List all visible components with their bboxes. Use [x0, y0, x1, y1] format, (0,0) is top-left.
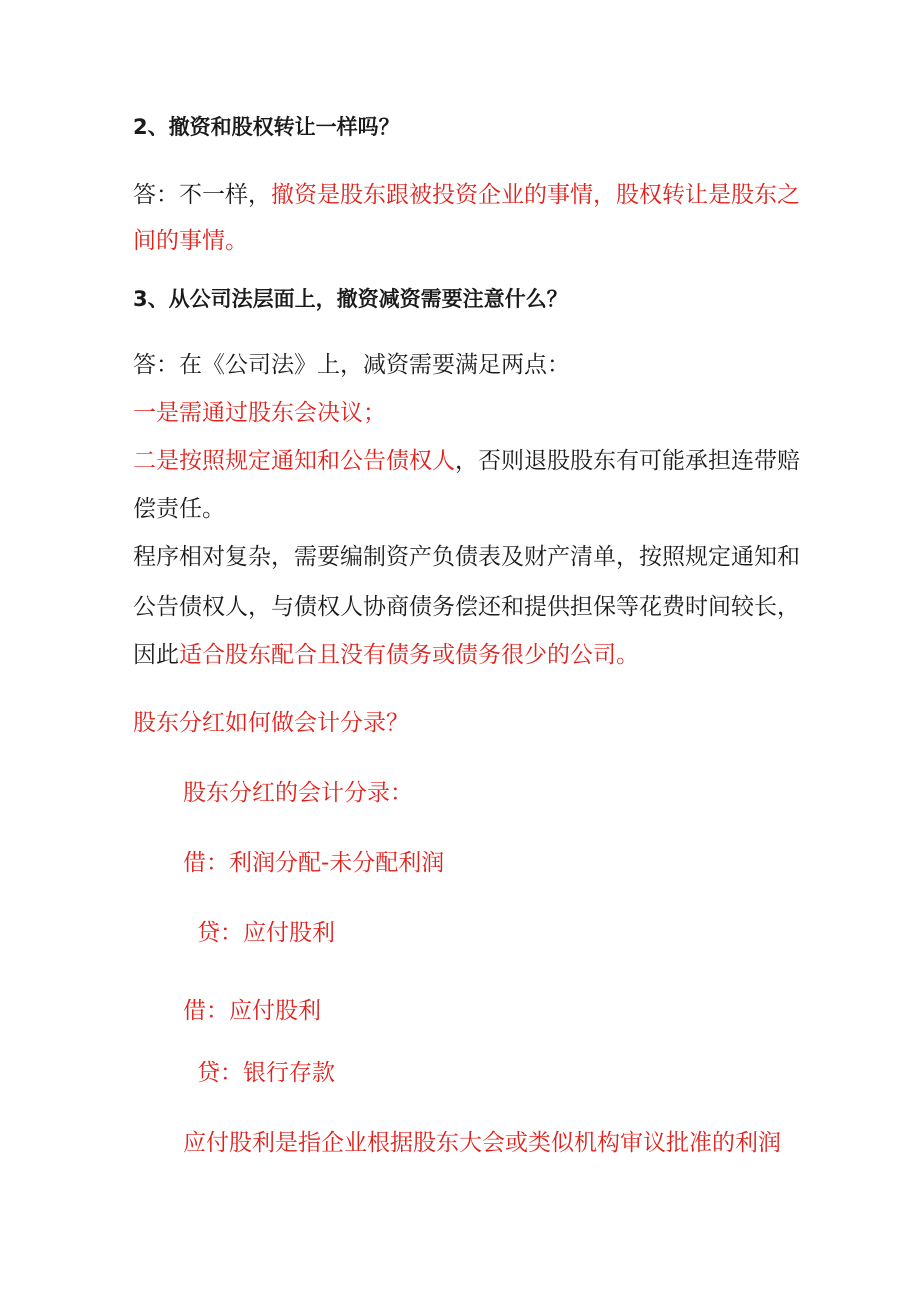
- answer-3-point-2-rest: ，否则退股股东有可能承担连带赔: [455, 448, 800, 474]
- answer-3-point-1: 一是需通过股东会决议；: [133, 400, 386, 426]
- dividend-heading: 股东分红的会计分录：: [183, 780, 413, 806]
- answer-3-note-line-1: 程序相对复杂，需要编制资产负债表及财产清单，按照规定通知和: [133, 544, 800, 570]
- entry-2-credit: 贷：银行存款: [197, 1060, 335, 1086]
- question-2-title: 2、撤资和股权转让一样吗？: [133, 115, 400, 139]
- answer-3-intro: 答：在《公司法》上，减资需要满足两点：: [133, 352, 570, 378]
- answer-3-note-prefix: 因此: [133, 642, 179, 668]
- answer-3-point-2-red: 二是按照规定通知和公告债权人: [133, 448, 455, 474]
- entry-1-credit: 贷：应付股利: [197, 920, 335, 946]
- answer-3-note-red: 适合股东配合且没有债务或债务很少的公司。: [179, 642, 639, 668]
- question-3-title: 3、从公司法层面上，撤资减资需要注意什么？: [133, 287, 568, 311]
- answer-2-red-text: 撤资是股东跟被投资企业的事情，股权转让是股东之: [271, 182, 800, 208]
- answer-2-prefix: 答：不一样，: [133, 182, 271, 208]
- answer-2-line-2: 间的事情。: [133, 228, 248, 254]
- answer-3-note-line-3: [133, 640, 639, 670]
- answer-2-line-1: [133, 180, 800, 210]
- dividend-definition: 应付股利是指企业根据股东大会或类似机构审议批准的利润: [183, 1130, 781, 1156]
- dividend-question: 股东分红如何做会计分录？: [133, 710, 409, 736]
- entry-1-debit: 借：利润分配-未分配利润: [183, 850, 445, 876]
- answer-3-point-2-end: 偿责任。: [133, 496, 225, 522]
- answer-3-note-line-2: 公告债权人，与债权人协商债务偿还和提供担保等花费时间较长，: [133, 594, 800, 620]
- entry-2-debit: 借：应付股利: [183, 998, 321, 1024]
- answer-3-point-2: [133, 446, 800, 476]
